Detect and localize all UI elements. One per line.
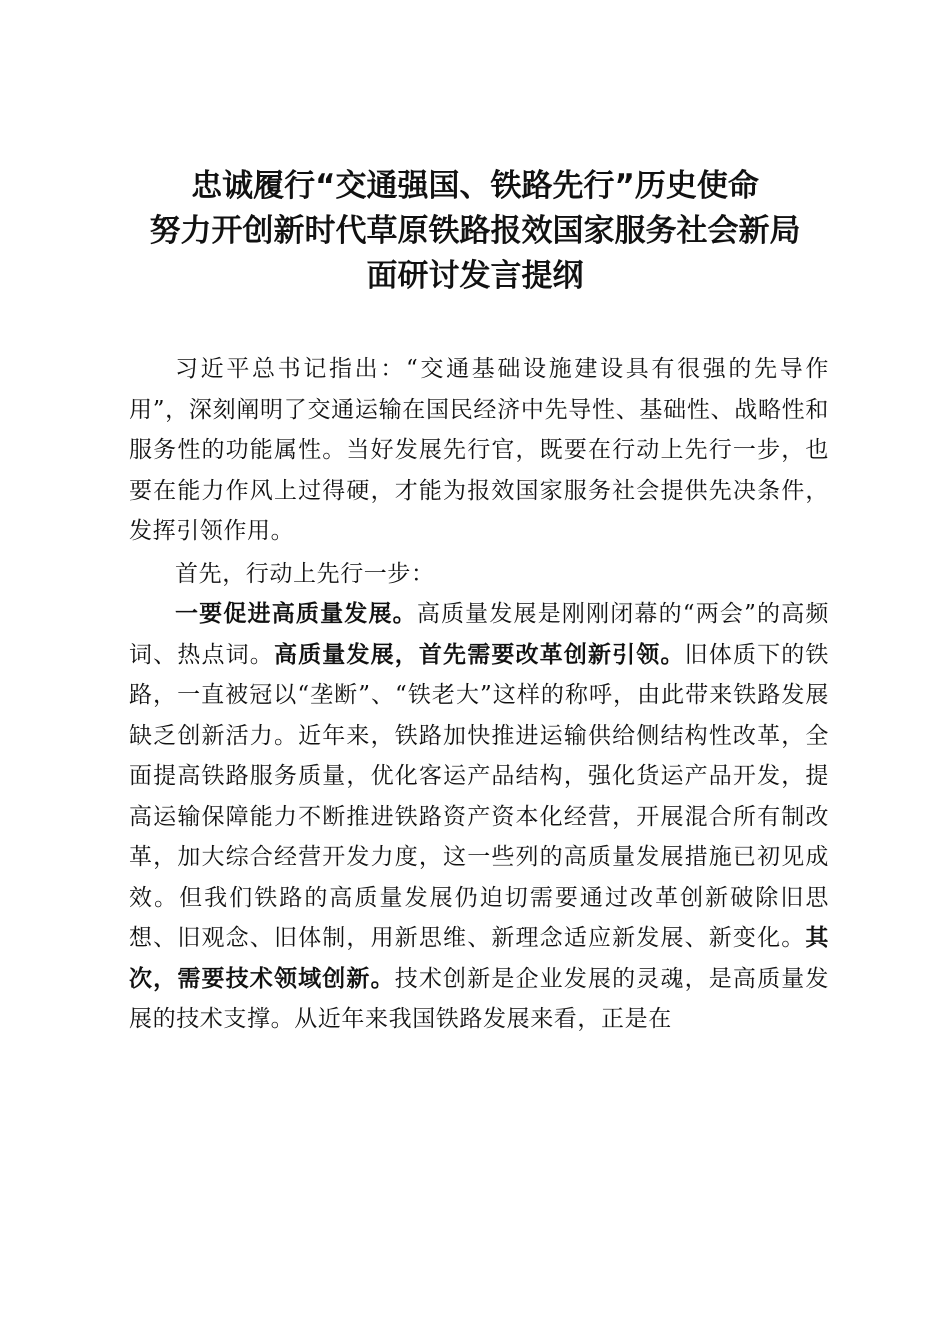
point-one-text-3: 技术创新是企业发展的灵魂，是高质量发展的技术支撑。从近年来我国铁路发展来看，正是在 [129, 965, 829, 1032]
point-one-text-1: 高质量发展是刚刚闭幕的“两会”的高频词、热点词。 [129, 601, 829, 668]
point-one-paragraph [129, 594, 829, 1040]
document-title [90, 164, 860, 299]
section-heading: 首先，行动上先行一步： [175, 560, 435, 587]
point-one-text-2: 旧体质下的铁路，一直被冠以“垄断”、“铁老大”这样的称呼，由此带来铁路发展缺乏创新活力。近年来，铁路加快推进运输供给侧结构性改革，全面提高铁路服务质量，优化客运产品结构，强化货运产品开发，提高运输保障能力不断推进铁路资产资本化经营，开展混合所有制改革，加大综合经营开发力度，这一些列的高质量发展措施已初见成效。但我们铁路的高质量发展仍迫切需要通过改革创新破除旧思想、旧观念、旧体制，用新思维、新理念适应新发展、新变化。 [129, 641, 830, 951]
title-line-2: 努力开创新时代草原铁路报效国家服务社会新局 [149, 213, 801, 249]
title-line-1: 忠诚履行“交通强国、铁路先行”历史使命 [191, 168, 759, 204]
title-line-3: 面研讨发言提纲 [366, 258, 584, 294]
document-body [129, 349, 829, 1040]
point-one-bold-2: 高质量发展，首先需要改革创新引领。 [273, 641, 685, 668]
intro-paragraph: 习近平总书记指出：“交通基础设施建设具有很强的先导作用”，深刻阐明了交通运输在国民经济中先导性、基础性、战略性和服务性的功能属性。当好发展先行官，既要在行动上先行一步，也要在能力作风上过得硬，才能为报效国家服务社会提供先决条件，发挥引领作用。 [129, 356, 829, 544]
point-one-lead: 一要促进高质量发展。 [175, 601, 417, 627]
point-one-bold-3: 其次，需要技术领域创新。 [129, 925, 829, 992]
